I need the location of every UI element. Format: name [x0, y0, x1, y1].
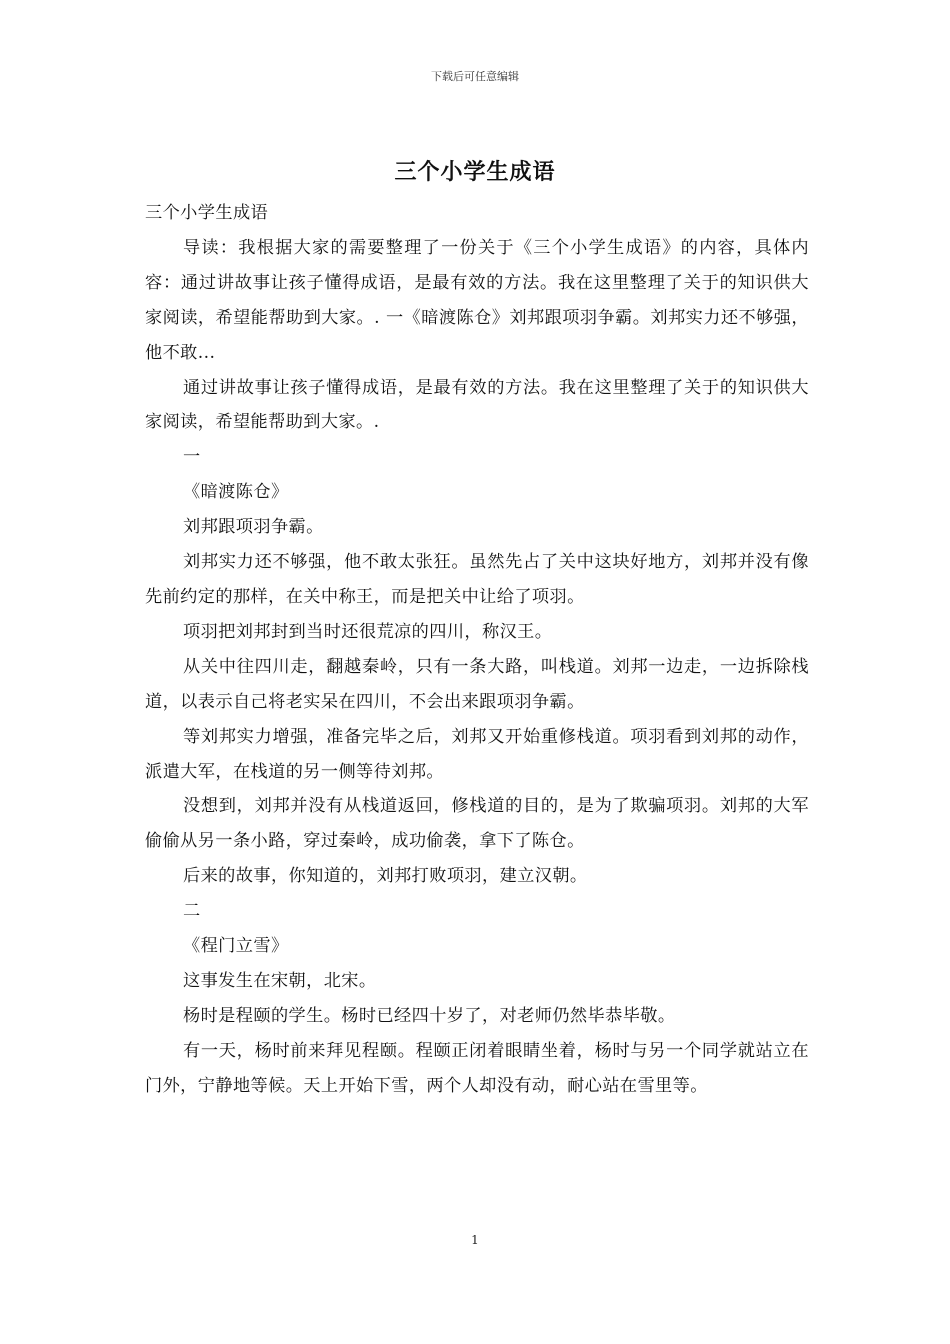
page-number: 1	[471, 1233, 479, 1247]
body-paragraph: 这事发生在宋朝，北宋。	[183, 970, 377, 991]
body-paragraph: 有一天，杨时前来拜见程颐。程颐正闭着眼睛坐着，杨时与另一个同学就站立在门外，宁静地等候。天上开始下雪，两个人却没有动，耐心站在雪里等。	[145, 1040, 809, 1096]
section-number: 一	[183, 447, 201, 468]
body-paragraph: 后来的故事，你知道的，刘邦打败项羽，建立汉朝。	[183, 866, 588, 887]
section-heading: 《程门立雪》	[183, 936, 289, 957]
body-paragraph: 没想到，刘邦并没有从栈道返回，修栈道的目的，是为了欺骗项羽。刘邦的大军偷偷从另一条小路，穿过秦岭，成功偷袭，拿下了陈仓。	[145, 796, 809, 852]
body-paragraph: 从关中往四川走，翻越秦岭，只有一条大路，叫栈道。刘邦一边走，一边拆除栈道，以表示自己将老实呆在四川，不会出来跟项羽争霸。	[145, 656, 809, 712]
body-paragraph: 通过讲故事让孩子懂得成语，是最有效的方法。我在这里整理了关于的知识供大家阅读，希望能帮助到大家。.	[145, 377, 809, 433]
body-paragraph: 项羽把刘邦封到当时还很荒凉的四川，称汉王。	[183, 621, 553, 642]
section-number: 二	[183, 901, 201, 922]
body-paragraph: 等刘邦实力增强，准备完毕之后，刘邦又开始重修栈道。项羽看到刘邦的动作，派遣大军，在栈道的另一侧等待刘邦。	[145, 726, 809, 782]
section-heading: 《暗渡陈仓》	[183, 482, 289, 503]
document-title: 三个小学生成语	[394, 159, 556, 185]
subtitle-paragraph: 三个小学生成语	[145, 203, 269, 223]
body-paragraph: 刘邦跟项羽争霸。	[183, 517, 324, 538]
header-note: 下载后可任意编辑	[431, 70, 519, 83]
body-paragraph: 导读：我根据大家的需要整理了一份关于《三个小学生成语》的内容，具体内容：通过讲故事让孩子懂得成语，是最有效的方法。我在这里整理了关于的知识供大家阅读，希望能帮助到大家。. 一《暗渡陈仓》刘邦跟项羽争霸。刘邦实力还不够强，他不敢...	[145, 237, 809, 363]
body-paragraph: 杨时是程颐的学生。杨时已经四十岁了，对老师仍然毕恭毕敬。	[183, 1005, 676, 1026]
document-body	[145, 196, 809, 1104]
body-paragraph: 刘邦实力还不够强，他不敢太张狂。虽然先占了关中这块好地方，刘邦并没有像先前约定的那样，在关中称王，而是把关中让给了项羽。	[145, 552, 809, 607]
